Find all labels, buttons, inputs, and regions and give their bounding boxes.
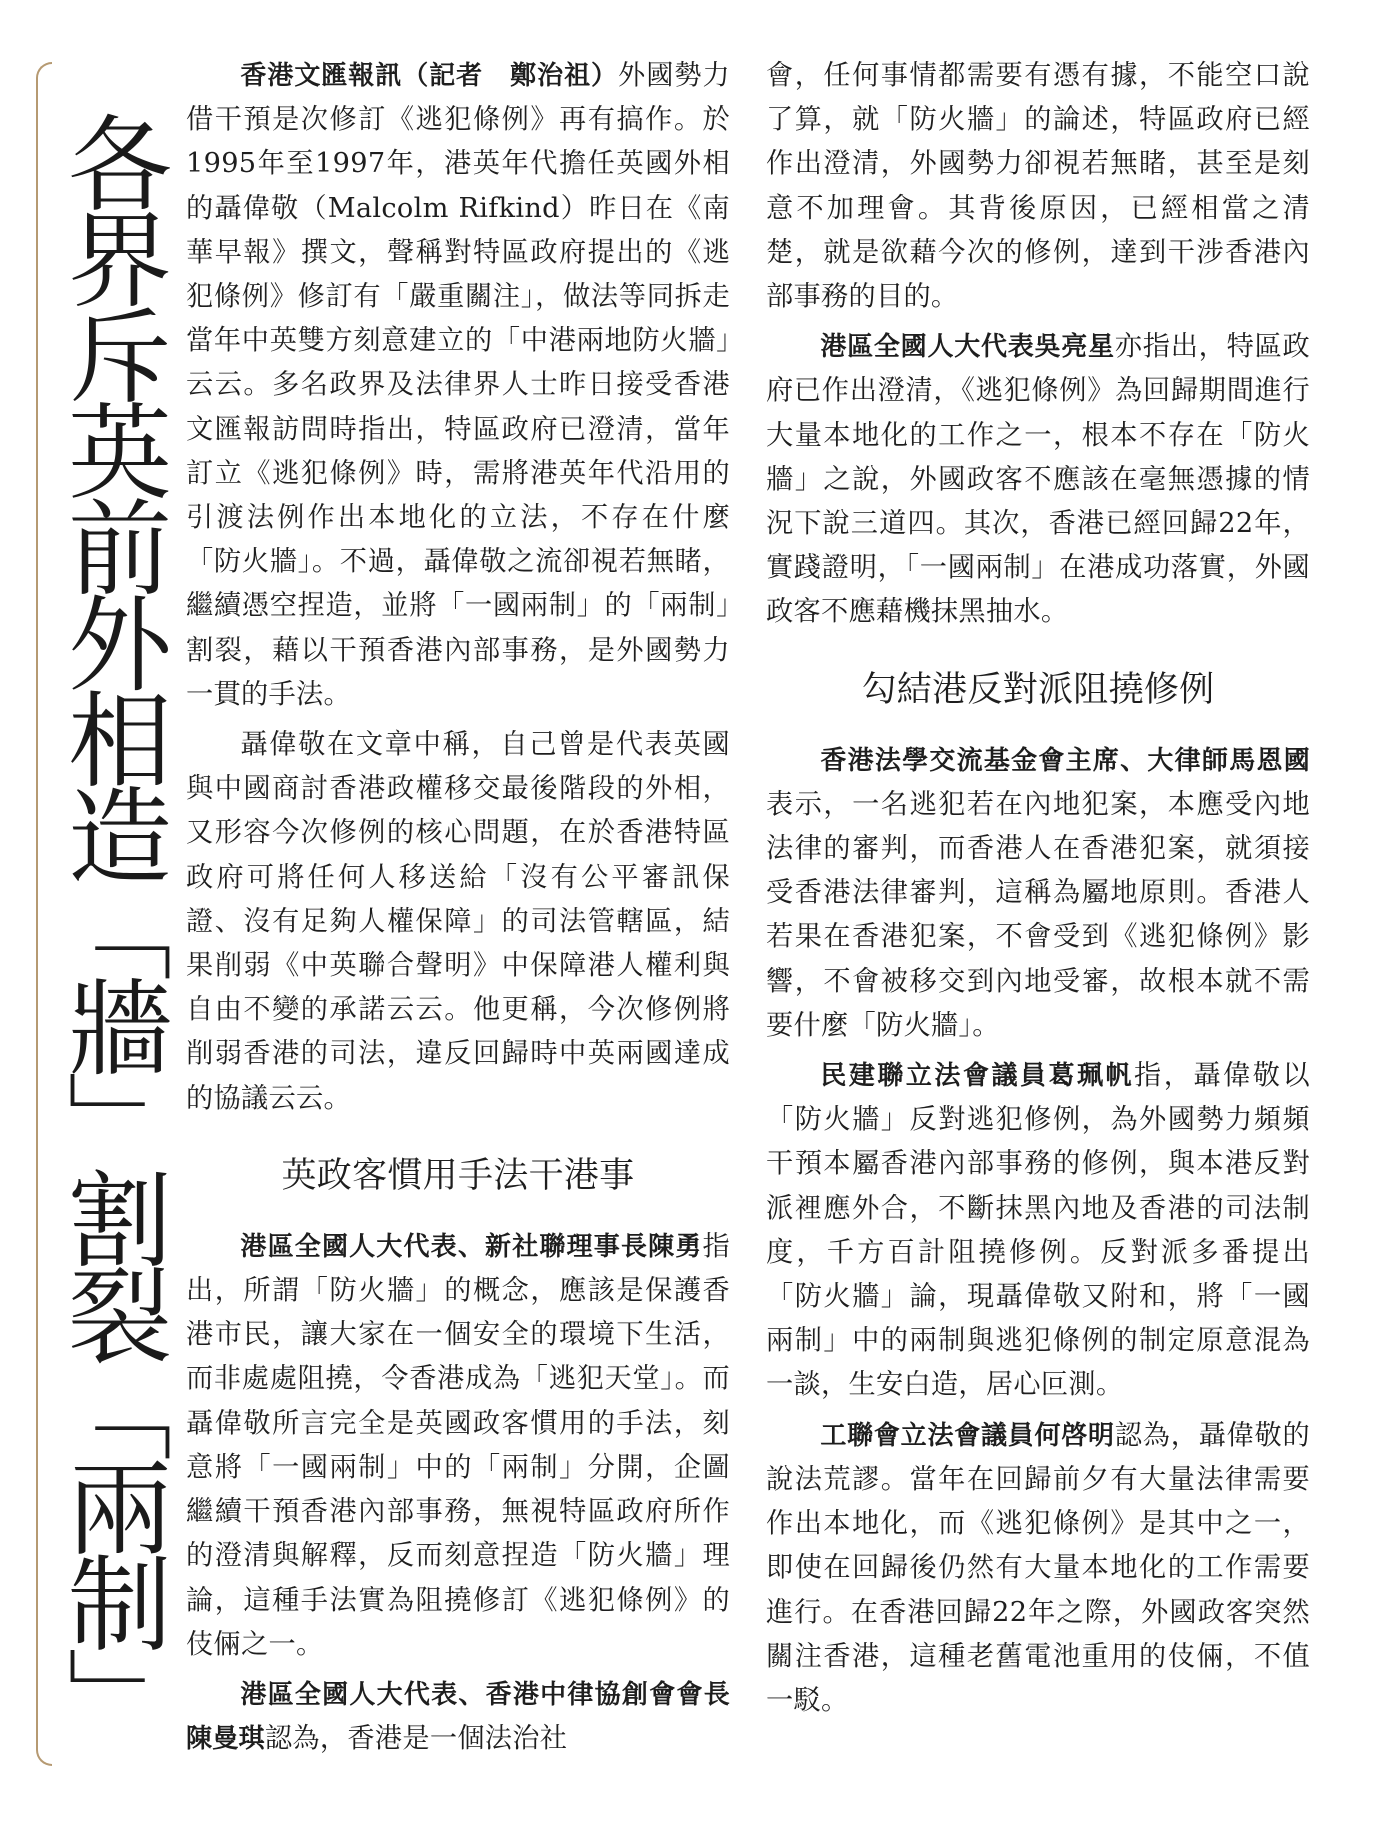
paragraph-text: 外國勢力借干預是次修訂《逃犯條例》再有搞作。於1995年至1997年，港英年代擔任英國外相的聶偉敬（Malcolm Rifkind）昨日在《南華早報》撰文，聲稱對特區政府提出的《逃犯條例》修訂有「嚴重關注」，做法等同拆走當年中英雙方刻意建立的「中港兩地防火牆」云云。多名政界及法律界人士昨日接受香港文匯報訪問時指出，特區政府已澄清，當年訂立《逃犯條例》時，需將港英年代沿用的引渡法例作出本地化的立法，不存在什麼「防火牆」。不過，聶偉敬之流卻視若無睹，繼續憑空捏造，並將「一國兩制」的「兩制」割裂，藉以干預香港內部事務，是外國勢力一貫的手法。 (186, 60, 731, 710)
paragraph (766, 739, 1310, 1048)
headline: 各界斥英前外相造「牆」割裂「兩制」 (50, 110, 172, 1742)
paragraph (766, 1414, 1310, 1723)
article-column-2 (766, 54, 1310, 1729)
speaker-name: 港區全國人大代表、香港中律協創會會長陳曼琪 (186, 1679, 730, 1755)
paragraph (766, 325, 1310, 634)
paragraph-text: 認為，聶偉敬的說法荒謬。當年在回歸前夕有大量法律需要作出本地化，而《逃犯條例》是其中之一，即使在回歸後仍然有大量本地化的工作需要進行。在香港回歸22年之際，外國政客突然關注香港，這種老舊電池重用的伎倆，不值一駁。 (766, 1419, 1310, 1716)
paragraph-text: 指出，所謂「防火牆」的概念，應該是保護香港市民，讓大家在一個安全的環境下生活，而非處處阻撓，令香港成為「逃犯天堂」。而聶偉敬所言完全是英國政客慣用的手法，刻意將「一國兩制」中的「兩制」分開，企圖繼續干預香港內部事務，無視特區政府所作的澄清與解釋，反而刻意捏造「防火牆」理論，這種手法實為阻撓修訂《逃犯條例》的伎倆之一。 (186, 1230, 730, 1660)
paragraph: 會，任何事情都需要有憑有據，不能空口說了算，就「防火牆」的論述，特區政府已經作出澄清，外國勢力卻視若無睹，甚至是刻意不加理會。其背後原因，已經相當之清楚，就是欲藉今次的修例，達到干涉香港內部事務的目的。 (766, 60, 1310, 313)
paragraph-text: 認為，香港是一個法治社 (264, 1723, 568, 1755)
subheading: 勾結港反對派阻撓修例 (861, 669, 1215, 710)
paragraph-text: 亦指出，特區政府已作出澄清，《逃犯條例》為回歸期間進行大量本地化的工作之一，根本不存在「防火牆」之說，外國政客不應該在毫無憑據的情況下說三道四。其次，香港已經回歸22年，實踐證明，「一國兩制」在港成功落實，外國政客不應藉機抹黑抽水。 (766, 331, 1310, 628)
speaker-name: 工聯會立法會議員何啓明 (820, 1420, 1115, 1451)
speaker-name: 香港法學交流基金會主席、大律師馬恩國 (820, 745, 1310, 776)
paragraph (186, 54, 730, 717)
byline: 香港文匯報訊（記者 鄭治祖） (240, 61, 619, 91)
paragraph-text: 表示，一名逃犯若在內地犯案，本應受內地法律的審判，而香港人在香港犯案，就須接受香港法律審判，這稱為屬地原則。香港人若果在香港犯案，不會受到《逃犯條例》影響，不會被移交到內地受審，故根本就不需要什麼「防火牆」。 (766, 788, 1310, 1041)
speaker-name: 港區全國人大代表、新社聯理事長陳勇 (240, 1231, 703, 1262)
paragraph (186, 1673, 730, 1761)
subheading: 英政客慣用手法干港事 (281, 1155, 635, 1196)
paragraph-text: 指，聶偉敬以「防火牆」反對逃犯修例，為外國勢力頻頻干預本屬香港內部事務的修例，與本港反對派裡應外合，不斷抹黑內地及香港的司法制度，千方百計阻撓修例。反對派多番提出「防火牆」論，現聶偉敬又附和，將「一國兩制」中的兩制與逃犯條例的制定原意混為一談，生安白造，居心叵測。 (766, 1060, 1310, 1401)
paragraph (186, 1225, 730, 1667)
article-column-1 (186, 54, 730, 1767)
paragraph: 聶偉敬在文章中稱，自己曾是代表英國與中國商討香港政權移交最後階段的外相，又形容今次修例的核心問題，在於香港特區政府可將任何人移送給「沒有公平審訊保證、沒有足夠人權保障」的司法管轄區，結果削弱《中英聯合聲明》中保障港人權利與自由不變的承諾云云。他更稱，今次修例將削弱香港的司法，違反回歸時中英兩國達成的協議云云。 (186, 729, 730, 1114)
speaker-name: 港區全國人大代表吳亮星 (820, 332, 1115, 363)
paragraph (766, 1054, 1310, 1408)
speaker-name: 民建聯立法會議員葛珮帆 (820, 1061, 1135, 1092)
